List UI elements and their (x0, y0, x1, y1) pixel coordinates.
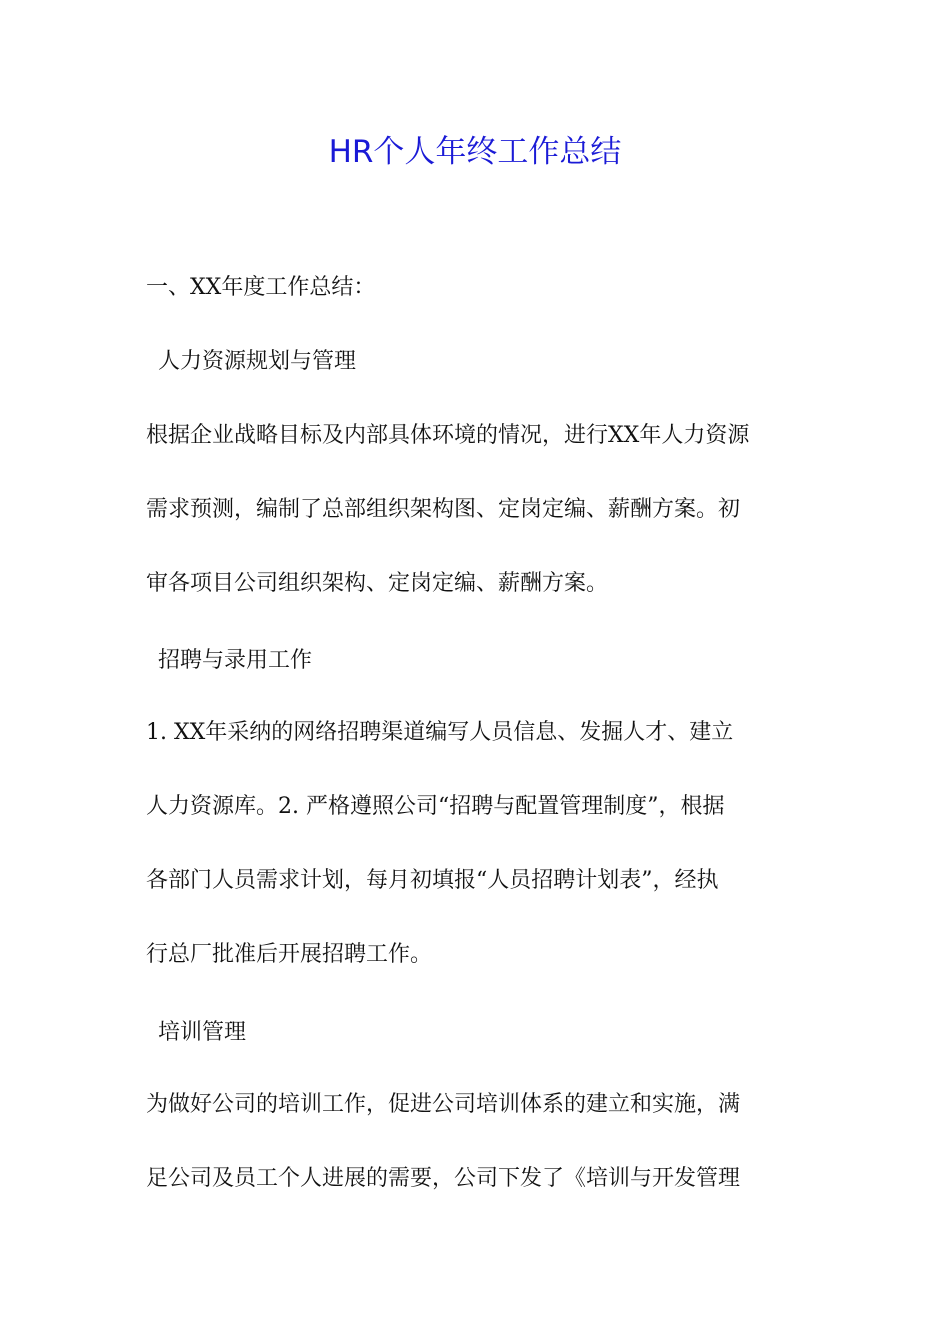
section-heading: 一、XX年度工作总结： (146, 275, 376, 300)
paragraph-line: 1. XX年采纳的网络招聘渠道编写人员信息、发掘人才、建立 (146, 720, 734, 745)
paragraph-line: 为做好公司的培训工作，促进公司培训体系的建立和实施，满 (146, 1092, 741, 1117)
paragraph-training (146, 1089, 806, 1237)
paragraph-line: 行总厂批准后开展招聘工作。 (146, 942, 433, 967)
paragraph-line: 审各项目公司组织架构、定岗定编、薪酬方案。 (146, 571, 609, 596)
paragraph-line: 人力资源库。2. 严格遵照公司“招聘与配置管理制度”，根据 (146, 794, 725, 819)
paragraph-line: 需求预测，编制了总部组织架构图、定岗定编、薪酬方案。初 (146, 497, 741, 522)
paragraph-planning (146, 420, 806, 642)
paragraph-line: 根据企业战略目标及内部具体环境的情况，进行XX年人力资源 (146, 423, 750, 448)
subsection-heading-training: 培训管理 (158, 1020, 247, 1045)
document-title: HR个人年终工作总结 (328, 134, 622, 170)
subsection-heading-recruitment: 招聘与录用工作 (158, 648, 313, 673)
paragraph-line: 足公司及员工个人进展的需要，公司下发了《培训与开发管理 (146, 1166, 741, 1191)
subsection-heading-planning: 人力资源规划与管理 (158, 349, 357, 374)
paragraph-recruitment (146, 717, 806, 1013)
paragraph-line: 各部门人员需求计划，每月初填报“人员招聘计划表”，经执 (146, 868, 719, 893)
